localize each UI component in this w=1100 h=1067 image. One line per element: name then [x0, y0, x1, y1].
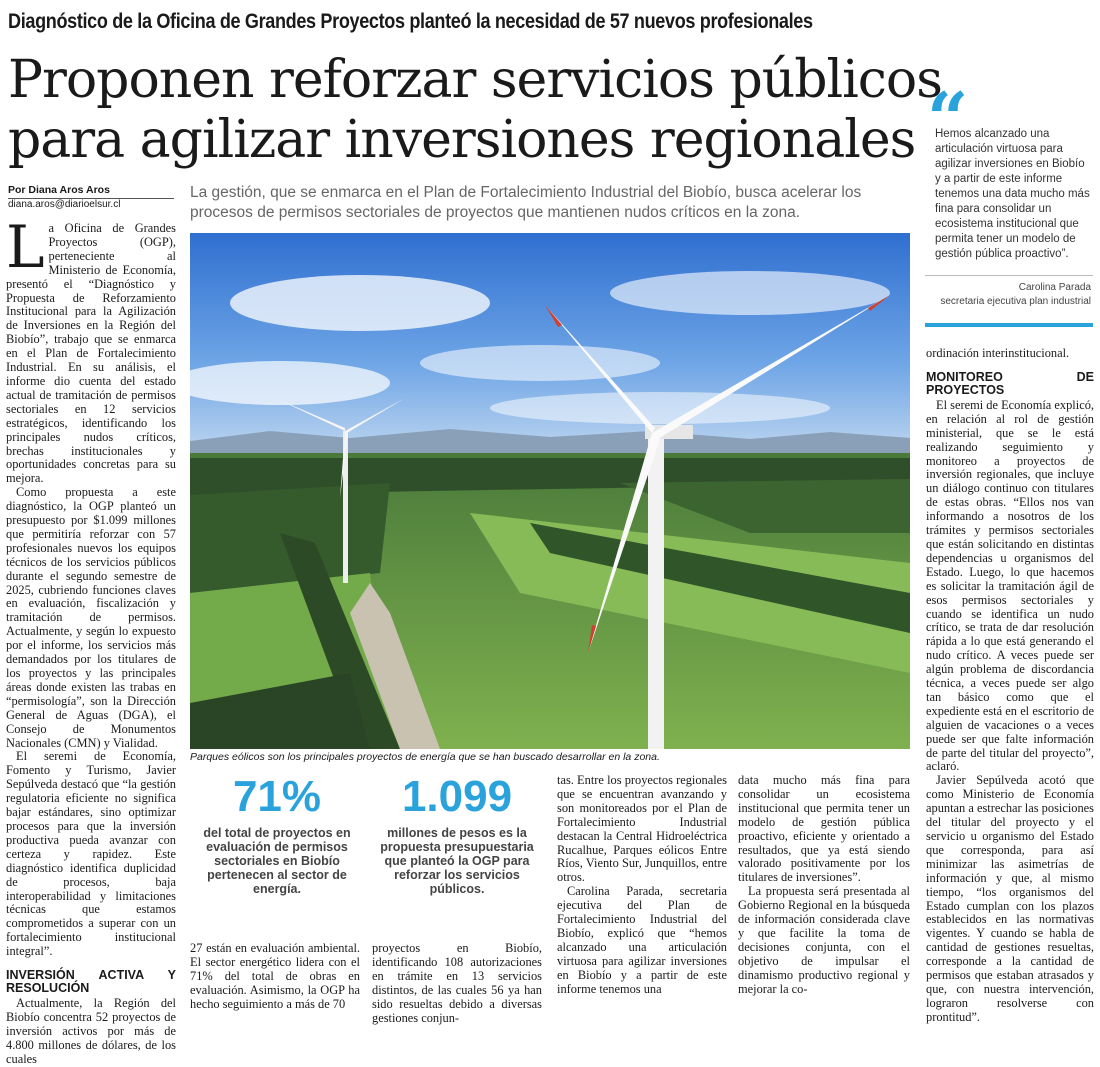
paragraph: La propuesta será presentada al Gobierno Regional en la búsqueda de información considerada clave y que facilite la toma de decisiones conjunta, con el objetivo de impulsar el dinamismo productivo regional y mejorar la co-	[738, 884, 910, 996]
stat-block-2	[372, 772, 542, 896]
article-column-d	[738, 774, 910, 997]
quote-mark-icon: “	[927, 76, 969, 161]
stat-block-1	[192, 772, 362, 896]
byline-author: Por Diana Aros Aros	[8, 184, 174, 199]
subhead-inversion: INVERSIÓN ACTIVA Y RESOLUCIÓN	[6, 968, 176, 996]
stat-text: del total de proyectos en evaluación de permisos sectoriales en Biobío pertenecen al sector de energía.	[203, 826, 351, 896]
paragraph: data mucho más fina para consolidar un ecosistema institucional que permita tener un modelo de gestión pública proactivo, eficiente y orientado a resultados, que ya está siendo valorado positivamente por los titulares de inversiones”.	[738, 773, 910, 885]
quote-text: Hemos alcanzado una articulación virtuosa para agilizar inversiones en Biobío y a partir de este informe tenemos una data mucho más fina para consolidar un ecosistema institucional que permita tener un modelo de gestión pública proactivo”.	[935, 128, 1090, 260]
paragraph: El seremi de Economía explicó, en relación al rol de gestión ministerial, que se le está realizando seguimiento y monitoreo a proyectos de inversión regionales, que incluye un diálogo continuo con titulares de estas obras. “Ellos nos van informando a nosotros de los trámites y permisos sectoriales que están solicitando en distintas dependencias u organismos del Estado. Luego, lo que hacemos es solicitar la tramitación ágil de esos permisos sectoriales y cuando se identifica un nudo crítico, se trata de dar resolución rápida a lo que está generando el nudo crítico. A veces puede ser algún problema de discordancia técnica, a veces puede ser algo tan básico como que el expediente está en el escritorio de alguien de vacaciones o a veces puede ser que falte información de parte del titular del proyecto”, aclaró.	[926, 397, 1094, 774]
headline-line-1: Proponen reforzar servicios públicos	[8, 50, 942, 110]
paragraph: 27 están en evaluación ambiental. El sector energético lidera con el 71% del total de obras en evaluación. Asimismo, la OGP ha hecho seguimiento a más de 70	[190, 941, 360, 1011]
stat-value: 1.099	[401, 772, 513, 821]
deck: La gestión, que se enmarca en el Plan de Fortalecimiento Industrial del Biobío, busca acelerar los procesos de permisos sectoriales de proyectos que mantienen nudos críticos en la zona.	[190, 184, 862, 221]
paragraph: Javier Sepúlveda acotó que como Ministerio de Economía apuntan a estrechar las posiciones del titular del proyecto y el servicio u organismo del Estado que corresponda, para así minimizar las asimetrías de información y que, al mismo tiempo, “los organismos del Estado cumplan con los plazos establecidos en las normativas vigentes. Y cuando se habla de cantidad de gestiones resueltas, corresponde a la cantidad de permisos que estaban atrasados y que, con nuestra intervención, lograron resolverse con prontitud”.	[926, 773, 1094, 1024]
headline	[8, 50, 942, 170]
paragraph: Carolina Parada, secretaria ejecutiva del Plan de Fortalecimiento Industrial del Biobío, explicó que “hemos alcanzado una articulación virtuosa para agilizar inversiones en Biobío y a partir de este informe tenemos una	[557, 884, 727, 996]
pull-quote	[925, 76, 1093, 327]
quote-author: Carolina Parada	[1018, 282, 1091, 293]
article-column-c	[557, 774, 727, 997]
paragraph: Como propuesta a este diagnóstico, la OGP planteó un presupuesto por $1.099 millones que permitiría reforzar con 57 profesionales nuevos los equipos técnicos de los servicios públicos durante el segundo semestre de 2025, cubriendo funciones claves en evaluación, fiscalización y tramitación de permisos. Actualmente, y según lo expuesto por el informe, los servicios más demandados por los titulares de los proyectos y las principales áreas donde existen las trabas en “permisología”, son la Dirección General de Aguas (DGA), el Consejo de Monumentos Nacionales (CMN) y Vialidad.	[6, 485, 176, 750]
article-column-right	[926, 347, 1094, 1025]
stat-value: 71%	[232, 772, 322, 821]
paragraph: El seremi de Economía, Fomento y Turismo, Javier Sepúlveda destacó que “la gestión regulatoria eficiente no significa bajar estándares, sino optimizar procesos para que la inversión productiva pueda avanzar con certeza y rapidez. Este diagnóstico identifica duplicidad de procesos, baja interoperabilidad y limitaciones técnicas que estamos comprometidos a superar con un fortalecimiento institucional integral”.	[6, 749, 176, 959]
subhead-monitoreo: MONITOREO DE PROYECTOS	[926, 369, 1094, 397]
paragraph: proyectos en Biobío, identificando 108 autorizaciones en trámite en 13 servicios distintos, de las cuales 56 ya han sido resueltas debido a diversas gestiones conjun-	[372, 941, 542, 1025]
article-column-b	[190, 942, 360, 1012]
byline-email: diana.aros@diarioelsur.cl	[8, 199, 121, 210]
wind-farm-photo	[190, 233, 910, 749]
paragraph: Actualmente, la Región del Biobío concentra 52 proyectos de inversión activos por más de 4.800 millones de dólares, de los cuales	[6, 996, 176, 1066]
headline-line-2: para agilizar inversiones regionales	[8, 110, 916, 170]
drop-cap: L	[6, 213, 45, 281]
paragraph: ordinación interinstitucional.	[926, 346, 1070, 360]
wind-turbine-image	[190, 233, 910, 749]
paragraph: tas. Entre los proyectos regionales que se encuentran avanzando y son monitoreados por el Plan de Fortalecimiento Industrial destacan la Central Hidroeléctrica Rucalhue, Parques eólicos Entre Ríos, Viento Sur, Junquillos, entre otros.	[557, 773, 727, 885]
stat-text: millones de pesos es la propuesta presupuestaria que planteó la OGP para reforzar los servicios públicos.	[380, 826, 534, 896]
photo-caption: Parques eólicos son los principales proyectos de energía que se han buscado desarrollar en la zona.	[190, 751, 660, 763]
quote-role: secretaria ejecutiva plan industrial	[940, 296, 1091, 307]
kicker: Diagnóstico de la Oficina de Grandes Proyectos planteó la necesidad de 57 nuevos profesionales	[8, 10, 813, 33]
paragraph: La Oficina de Grandes Proyectos (OGP), perteneciente al Ministerio de Economía, presentó el “Diagnóstico y Propuesta de Reforzamiento Institucional para la Agilización de Inversiones en la Región del Biobío”, trabajo que se enmarca en el Plan de Fortalecimiento Industrial. En su análisis, el informe dio cuenta del estado actual de tramitación de permisos sectoriales en 12 servicios estratégicos, identificando los principales nudos críticos, brechas institucionales y oportunidades concretas para su mejora.	[6, 213, 176, 486]
article-column-c-bottom	[372, 942, 542, 1025]
article-column-1	[6, 213, 176, 1067]
